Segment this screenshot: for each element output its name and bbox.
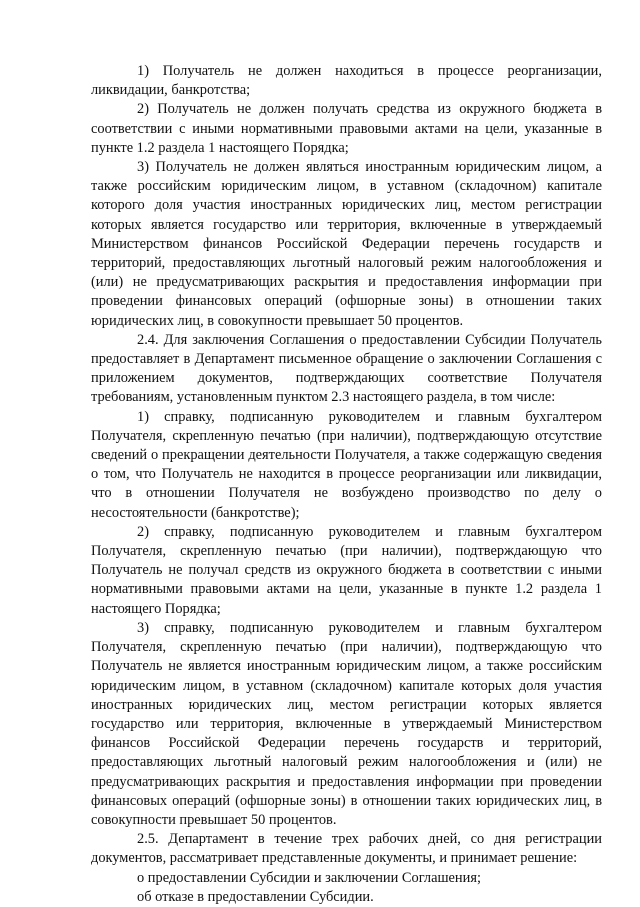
document-page xyxy=(91,62,602,907)
paragraph-document-2: 2) справку, подписанную руководителем и главным бухгалтером Получателя, скрепленную печатью (при наличии), подтверждающую что Получатель не получал средств из окружного бюджета в соответствии с иными нормативными правовыми актами на цели, указанные в пункте 1.2 раздела 1 настоящего Порядка; xyxy=(91,523,602,617)
paragraph-document-3: 3) справку, подписанную руководителем и главным бухгалтером Получателя, скрепленную печатью (при наличии), подтверждающую что Получатель не является иностранным юридическим лицом, а также российским юридическим лицом, в уставном (складочном) капитале которых доля участия иностранных юридических лиц, местом регистрации которых является государство или территория, включенные в утверждаемый Министерством финансов Российской Федерации перечень государств и территорий, предоставляющих льготный налоговый режим налогообложения и (или) не предусматривающих раскрытия и предоставления информации при проведении финансовых операций (офшорные зоны) в отношении таких юридических лиц, в совокупности превышает 50 процентов. xyxy=(91,619,602,828)
paragraph-section-2-5: 2.5. Департамент в течение трех рабочих дней, со дня регистрации документов, рассматривает представленные документы, и принимает решение: xyxy=(91,831,602,867)
paragraph-section-2-4: 2.4. Для заключения Соглашения о предоставлении Субсидии Получатель предоставляет в Департамент письменное обращение о заключении Соглашения с приложением документов, подтверждающих соответствие Получателя требованиям, установленным пунктом 2.3 настоящего раздела, в том числе: xyxy=(91,331,602,406)
paragraph-item-1: 1) Получатель не должен находиться в процессе реорганизации, ликвидации, банкротства; xyxy=(91,63,602,99)
paragraph-item-2: 2) Получатель не должен получать средства из окружного бюджета в соответствии с иными нормативными правовыми актами на цели, указанные в пункте 1.2 раздела 1 настоящего Порядка; xyxy=(91,101,602,156)
paragraph-document-1: 1) справку, подписанную руководителем и главным бухгалтером Получателя, скрепленную печатью (при наличии), подтверждающую отсутствие сведений о прекращении деятельности Получателя, а также содержащую сведения о том, что Получатель не находится в процессе реорганизации или ликвидации, что в отношении Получателя не возбуждено производство по делу о несостоятельности (банкротстве); xyxy=(91,408,602,521)
paragraph-decision-grant: о предоставлении Субсидии и заключении Соглашения; xyxy=(137,869,481,886)
paragraph-decision-refusal: об отказе в предоставлении Субсидии. xyxy=(137,888,374,905)
paragraph-item-3: 3) Получатель не должен являться иностранным юридическим лицом, а также российским юридическим лицом, в уставном (складочном) капитале которого доля участия иностранных юридических лиц, местом регистрации которых является государство или территория, включенные в утверждаемый Министерством финансов Российской Федерации перечень государств и территорий, предоставляющих льготный налоговый режим налогообложения и (или) не предусматривающих раскрытия и предоставления информации при проведении финансовых операций (офшорные зоны) в отношении таких юридических лиц, в совокупности превышает 50 процентов. xyxy=(91,159,602,329)
